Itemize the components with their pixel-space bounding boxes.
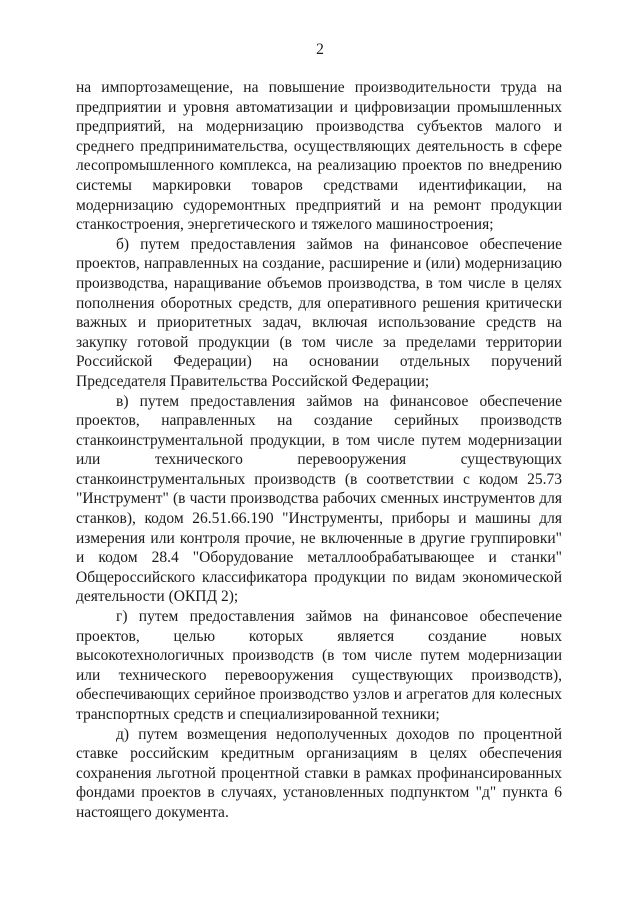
paragraph-d: д) путем возмещения недополученных доходов по процентной ставке российским кредитным организациям в целях обеспечения сохранения льготной процентной ставки в рамках профинансированных фондами проектов в случаях, установленных подпунктом "д" пункта 6 настоящего документа.: [76, 725, 562, 821]
paragraph-b: б) путем предоставления займов на финансовое обеспечение проектов, направленных на создание, расширение и (или) модернизацию производства, наращивание объемов производства, в том числе в целях пополнения оборотных средств, для оперативного решения критически важных и приоритетных задач, включая использование средств на закупку готовой продукции (в том числе за пределами территории Российской Федерации) на основании отдельных поручений Председателя Правительства Российской Федерации;: [76, 235, 562, 390]
paragraph-a-continuation: на импортозамещение, на повышение производительности труда на предприятии и уровня автоматизации и цифровизации промышленных предприятий, на модернизацию производства субъектов малого и среднего предпринимательства, осуществляющих деятельность в сфере лесопромышленного комплекса, на реализацию проектов по внедрению системы маркировки товаров средствами идентификации, на модернизацию судоремонтных предприятий и на ремонт продукции станкостроения, энергетического и тяжелого машиностроения;: [76, 79, 562, 234]
document-body: [76, 78, 562, 823]
paragraph-g: г) путем предоставления займов на финансовое обеспечение проектов, целью которых является создание новых высокотехнологичных производств (в том числе путем модернизации или технического перевооружения существующих производств), обеспечивающих серийное производство узлов и агрегатов для колесных транспортных средств и специализированной техники;: [76, 608, 562, 723]
paragraph-v: в) путем предоставления займов на финансовое обеспечение проектов, направленных на создание серийных производств станкоинструментальной продукции, в том числе путем модернизации или технического перевооружения существующих станкоинструментальных производств (в соответствии с кодом 25.73 "Инструмент" (в части производства рабочих сменных инструментов для станков), кодом 26.51.66.190 "Инструменты, приборы и машины для измерения или контроля прочие, не включенные в другие группировки" и кодом 28.4 "Оборудование металлообрабатывающее и станки" Общероссийского классификатора продукции по видам экономической деятельности (ОКПД 2);: [76, 392, 562, 606]
page-number: 2: [316, 41, 324, 58]
